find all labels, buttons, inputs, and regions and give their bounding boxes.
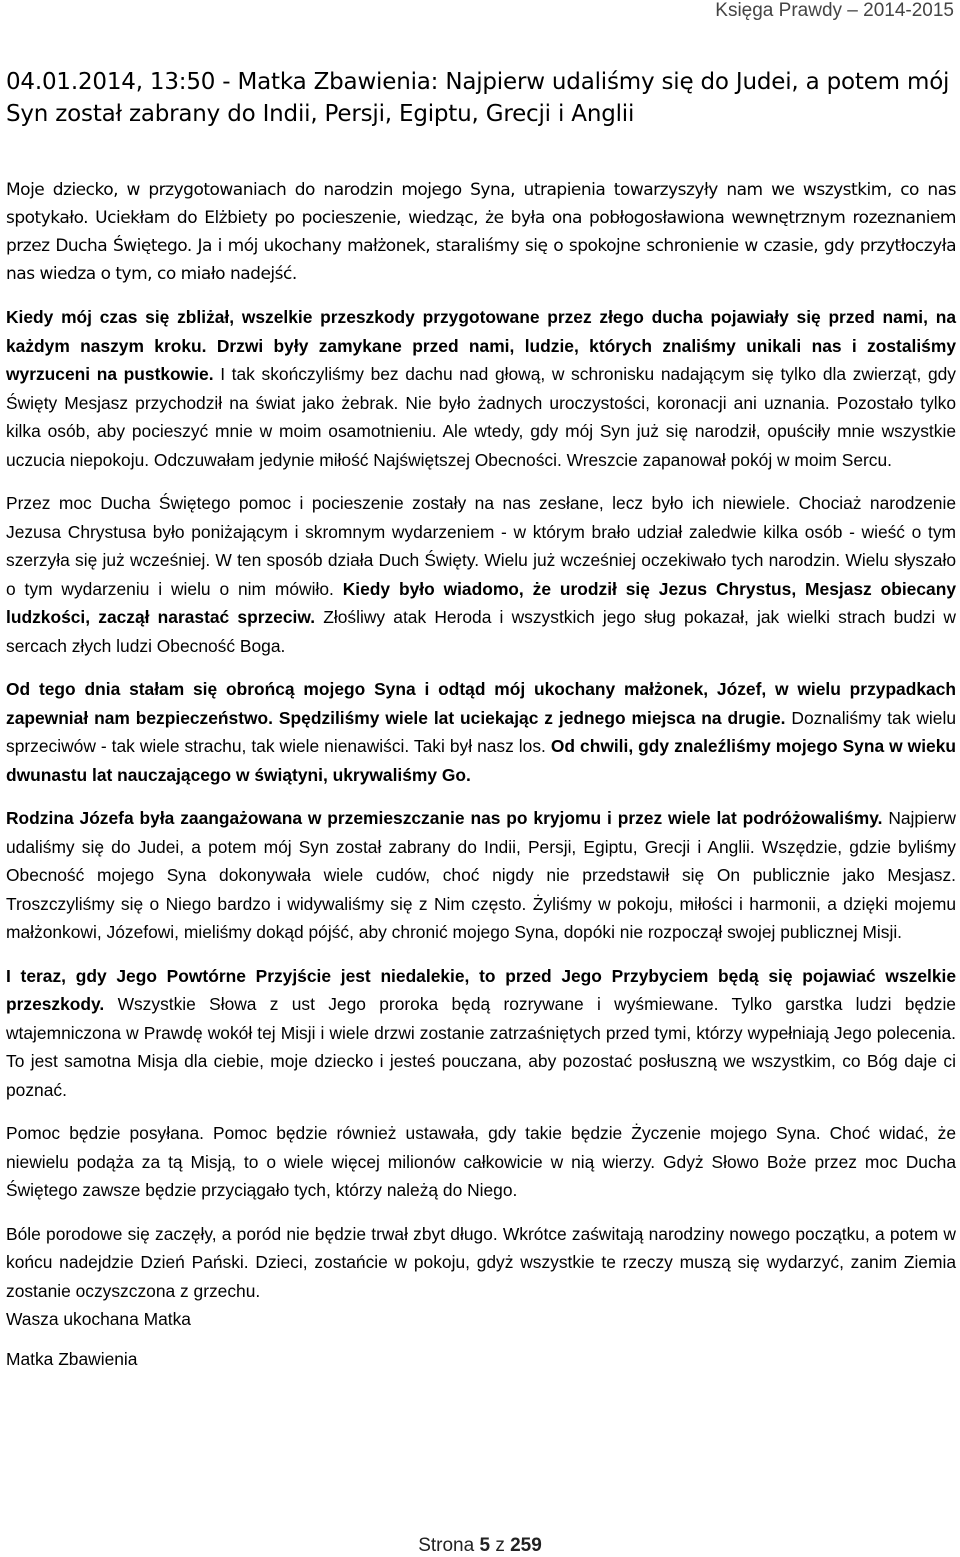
paragraph-2-text: I tak skończyliśmy bez dachu nad głową, w schronisku nadającym się tylko dla zwierząt, gdy Święty Mesjasz przychodził na świat jako żebrak. Nie było żadnych uroczystości, koronacji ani uznania. Pozostało tylko kilka osób, aby pocieszyć mnie w moim osamotnieniu. Ale wtedy, gdy mój Syn już się narodził, opuściły mnie wszystkie uczucia niepokoju. Odczuwałam jedynie miłość Najświętszej Obecności. Wreszcie zapanował pokój w moim Sercu. <box>6 364 956 470</box>
paragraph-2-bold: Kiedy mój czas się zbliżał, wszelkie przeszkody przygotowane przez złego ducha pojawiały się przed nami, na każdym naszym kroku. Drzwi były zamykane przed nami, ludzie, których znaliśmy unikali nas i zostaliśmy wyrzuceni na pustkowie. <box>6 307 956 384</box>
paragraph-3-text-2: Złośliwy atak Heroda i wszystkich jego sług pokazał, jak wielki strach budzi w sercach złych ludzi Obecność Boga. <box>6 607 956 656</box>
footer-page-number: 5 <box>479 1535 491 1556</box>
paragraph-3-text-1: Przez moc Ducha Świętego pomoc i pocieszenie zostały na nas zesłane, lecz było ich niewiele. Chociaż narodzenie Jezusa Chrystusa było poniżającym i skromnym wydarzeniem - w którym brało udział zaledwie kilka osób - wieść o tym szerzyła się już wcześniej. W ten sposób działa Duch Święty. Wielu już wcześniej oczekiwało tych narodzin. Wielu słyszało o tym wydarzeniu i wielu o nim mówiło. <box>6 493 956 599</box>
paragraph-8: Bóle porodowe się zaczęły, a poród nie będzie trwał zbyt długo. Wkrótce zaświtają narodziny nowego początku, a potem w końcu nadejdzie Dzień Pański. Dzieci, zostańcie w pokoju, gdyż wszystkie te rzeczy muszą się wydarzyć, zanim Ziemia zostanie oczyszczona z grzechu. <box>6 1223 956 1301</box>
footer-total-pages: 259 <box>510 1535 542 1556</box>
paragraph-7: Pomoc będzie posyłana. Pomoc będzie również ustawała, gdy takie będzie Życzenie mojego Syna. Choć widać, że niewielu podąża za tą Misją, to o wiele więcej milionów całkowicie w nią wierzy. Gdyż Słowo Boże przez moc Ducha Świętego zawsze będzie przyciągało tych, którzy należą do Niego. <box>6 1123 956 1200</box>
paragraph-6 <box>6 962 956 1105</box>
paragraph-1 <box>6 176 956 288</box>
paragraph-6-bold: I teraz, gdy Jego Powtórne Przyjście jest niedalekie, to przed Jego Przybyciem będą się pojawiać wszelkie przeszkody. <box>6 965 956 1014</box>
footer-separator: z <box>495 1535 505 1556</box>
paragraph-1-part-b: Ja i mój ukochany małżonek, staraliśmy się o spokojne schronienie w czasie, gdy przytłoczyła nas wiedza o tym, co miało nadejść. <box>6 236 956 284</box>
paragraph-4-text: Doznaliśmy tak wielu sprzeciwów - tak wiele strachu, tak wiele nienawiści. Taki był nasz los. <box>6 707 956 756</box>
paragraph-2 <box>6 303 956 474</box>
signature-line-2: Matka Zbawienia <box>6 1349 138 1369</box>
paragraph-6-text: Wszystkie Słowa z ust Jego proroka będą rozrywane i wyśmiewane. Tylko garstka ludzi będzie wtajemniczona w Prawdę wokół tej Misji i wiele drzwi zostanie zatrzaśniętych przed tymi, którzy wypełniają Jego polecenia. To jest samotna Misja dla ciebie, moje dziecko i jesteś pouczana, aby pozostać posłuszną we wszystkim, co Bóg daje ci poznać. <box>6 994 956 1100</box>
paragraph-5-bold: Rodzina Józefa była zaangażowana w przemieszczanie nas po kryjomu i przez wiele lat podróżowaliśmy. <box>6 808 883 828</box>
paragraph-3-bold: Kiedy było wiadomo, że urodził się Jezus Chrystus, Mesjasz obiecany ludzkości, zaczął narastać sprzeciw. <box>6 578 956 627</box>
footer-label: Strona <box>418 1535 475 1556</box>
paragraph-4-bold-1: Od tego dnia stałam się obrońcą mojego Syna i odtąd mój ukochany małżonek, Józef, w wielu przypadkach zapewniał nam bezpieczeństwo. Spędziliśmy wiele lat uciekając z jednego miejsca na drugie. <box>6 679 956 728</box>
paragraph-5-text: Najpierw udaliśmy się do Judei, a potem mój Syn został zabrany do Indii, Persji, Egiptu, Grecji i Anglii. Wszędzie, gdzie byliśmy Obecność mojego Syna dokonywała wiele cudów, choć nigdy nie przedstawił się On publicznie jako Mesjasz. Troszczyliśmy się o Niego bardzo i widywaliśmy się z Nim często. Żyliśmy w pokoju, miłości i harmonii, a dzięki mojemu małżonkowi, Józefowi, mieliśmy dokąd pójść, aby chronić mojego Syna, dopóki nie rozpoczął swojej publicznej Misji. <box>6 808 956 942</box>
paragraph-1-part-a: Moje dziecko, w przygotowaniach do narodzin mojego Syna, utrapienia towarzyszyły nam we wszystkim, co nas spotykało. Uciekłam do Elżbiety po pocieszenie, wiedząc, że była ona pobłogosławiona wewnętrznym rozeznaniem przez Ducha Świętego. <box>6 180 956 256</box>
message-title: 04.01.2014, 13:50 - Matka Zbawienia: Najpierw udaliśmy się do Judei, a potem mój Syn został zabrany do Indii, Persji, Egiptu, Grecji i Anglii <box>6 69 950 127</box>
paragraph-3 <box>6 489 956 660</box>
page-footer <box>0 1535 960 1557</box>
paragraph-4-bold-2: Od chwili, gdy znaleźliśmy mojego Syna w wieku dwunastu lat nauczającego w świątyni, ukrywaliśmy Go. <box>6 736 956 785</box>
signature-line-1: Wasza ukochana Matka <box>6 1309 191 1329</box>
paragraph-4 <box>6 675 956 789</box>
running-header: Księga Prawdy – 2014-2015 <box>715 0 954 21</box>
message-body <box>6 176 956 1373</box>
paragraph-5 <box>6 804 956 947</box>
